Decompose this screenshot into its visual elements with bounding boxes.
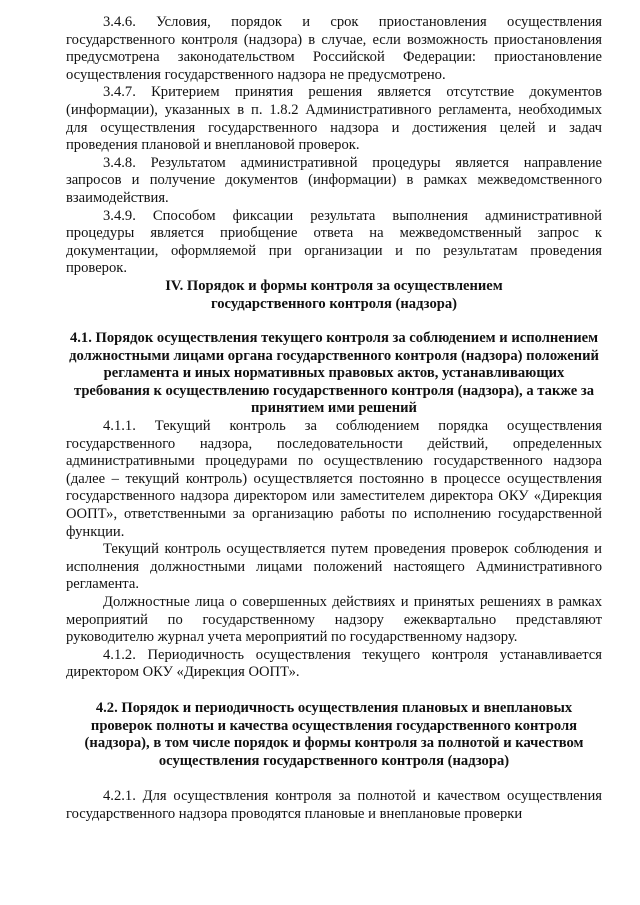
- subsection-heading-4-1: 4.1. Порядок осуществления текущего контроля за соблюдением и исполнением должностными лицами органа государственного контроля (надзора) положений регламента и иных нормативных правовых актов, устанавливающих требования к осуществлению государственного контроля (надзора), а также за принятием ими решений: [69, 330, 599, 417]
- subsection-heading-4-2: 4.2. Порядок и периодичность осуществления плановых и внеплановых проверок полноты и качества осуществления государственного контроля (надзора), в том числе порядок и формы контроля за полнотой и качеством осуществления государственного контроля (надзора): [84, 699, 584, 769]
- spacer: [66, 313, 602, 330]
- spacer: [66, 770, 602, 788]
- paragraph-3-4-8: 3.4.8. Результатом административной процедуры является направление запросов и получение документов (информации) в рамках межведомственного взаимодействия.: [66, 154, 602, 206]
- section-heading-line-2: государственного контроля (надзора): [210, 295, 458, 312]
- paragraph-4-1-1: 4.1.1. Текущий контроль за соблюдением порядка осуществления государственного надзора, последовательности действий, определенных административными процедурами по осуществлению государственного надзора (далее – текущий контроль) осуществляется постоянно в процессе осуществления государственного надзора директором или заместителем директора ОКУ «Дирекция ООПТ», ответственными за организацию работы по исполнению государственной функции.: [66, 418, 602, 540]
- paragraph-officials-report: Должностные лица о совершенных действиях и принятых решениях в рамках мероприятий по государственному надзору ежеквартально представляют руководителю журнал учета мероприятий по государственному надзору.: [66, 594, 602, 646]
- spacer: [66, 682, 602, 700]
- section-heading-line-1: IV. Порядок и формы контроля за осуществлением: [165, 277, 503, 294]
- paragraph-4-1-2: 4.1.2. Периодичность осуществления текущего контроля устанавливается директором ОКУ «Дирекция ООПТ».: [66, 646, 602, 681]
- paragraph-current-control: Текущий контроль осуществляется путем проведения проверок соблюдения и исполнения должностными лицами положений настоящего Административного регламента.: [66, 541, 602, 593]
- paragraph-3-4-7: 3.4.7. Критерием принятия решения является отсутствие документов (информации), указанных в п. 1.8.2 Административного регламента, необходимых для осуществления государственного надзора и достижения целей и задач проведения плановой и внеплановой проверок.: [66, 84, 602, 154]
- paragraph-3-4-9: 3.4.9. Способом фиксации результата выполнения административной процедуры является приобщение ответа на межведомственный запрос к документации, оформляемой при организации и по результатам проведения проверок.: [66, 207, 602, 277]
- section-heading-iv: [66, 278, 602, 313]
- paragraph-3-4-6: 3.4.6. Условия, порядок и срок приостановления осуществления государственного контроля (надзора) в случае, если возможность приостановления предусмотрена законодательством Российской Федерации: приостановление осуществления государственного надзора не предусмотрено.: [66, 14, 602, 83]
- paragraph-4-2-1: 4.2.1. Для осуществления контроля за полнотой и качеством осуществления государственного надзора проводятся плановые и внеплановые проверки: [66, 788, 602, 822]
- document-page: [66, 14, 602, 824]
